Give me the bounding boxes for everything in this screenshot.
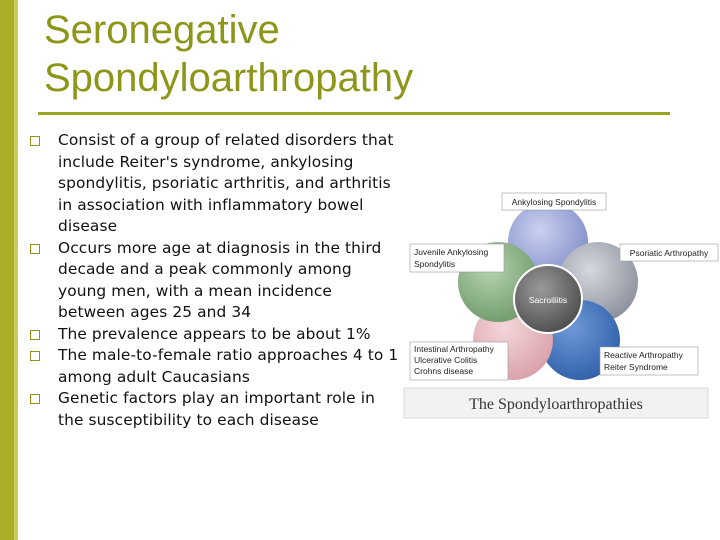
label-psoriatic: [620, 244, 718, 261]
label-psoriatic-text: Psoriatic Arthropathy: [629, 248, 709, 258]
label-ankylosing-text: Ankylosing Spondylitis: [511, 197, 597, 207]
left-accent-bar-highlight: [14, 0, 18, 540]
bullet-item: [30, 324, 402, 346]
label-juvenile: [410, 244, 504, 272]
label-juvenile-line-1: Juvenile Ankylosing: [414, 247, 489, 257]
bullet-text: Genetic factors play an important role in the susceptibility to each disease: [58, 389, 375, 429]
label-reactive-line-1: Reactive Arthropathy: [604, 350, 683, 360]
slide-title-line-1: Seronegative: [44, 8, 280, 52]
label-intestinal-line-1: Intestinal Arthropathy: [414, 344, 494, 354]
square-bullet-icon: [30, 394, 40, 404]
label-intestinal: [410, 342, 508, 380]
diagram-caption: [404, 388, 708, 418]
square-bullet-icon: [30, 330, 40, 340]
slide-title-line-2: Spondyloarthropathy: [44, 56, 414, 100]
label-intestinal-line-2: Ulcerative Colitis: [414, 355, 478, 365]
spondyloarthropathies-diagram: [398, 182, 720, 422]
label-intestinal-line-3: Crohns disease: [414, 366, 474, 376]
bullet-item: [30, 238, 402, 324]
label-juvenile-line-2: Spondylitis: [414, 259, 456, 269]
bullet-list: [30, 130, 402, 431]
bullet-text: Occurs more age at diagnosis in the third decade and a peak commonly among young men, with a mean incidence between ages 25 and 34: [58, 238, 382, 321]
bullet-text: Consist of a group of related disorders that include Reiter's syndrome, ankylosing spondylitis, psoriatic arthritis, and arthritis in association with inflammatory bowel disease: [58, 131, 394, 235]
label-reactive: [600, 347, 698, 375]
bullet-item: [30, 130, 402, 238]
title-underline: [38, 112, 670, 115]
label-sacroiliitis: Sacroiliitis: [528, 295, 568, 305]
square-bullet-icon: [30, 136, 40, 146]
square-bullet-icon: [30, 244, 40, 254]
bullet-text: The male-to-female ratio approaches 4 to 1 among adult Caucasians: [58, 346, 399, 386]
label-ankylosing: [502, 193, 606, 210]
label-reactive-line-2: Reiter Syndrome: [604, 362, 668, 372]
bullet-item: [30, 388, 402, 431]
slide-title: [44, 6, 644, 102]
bullet-item: [30, 345, 402, 388]
diagram-caption-text: The Spondyloarthropathies: [469, 396, 643, 413]
diagram-svg: [398, 182, 720, 422]
square-bullet-icon: [30, 351, 40, 361]
bullet-text: The prevalence appears to be about 1%: [58, 324, 371, 343]
